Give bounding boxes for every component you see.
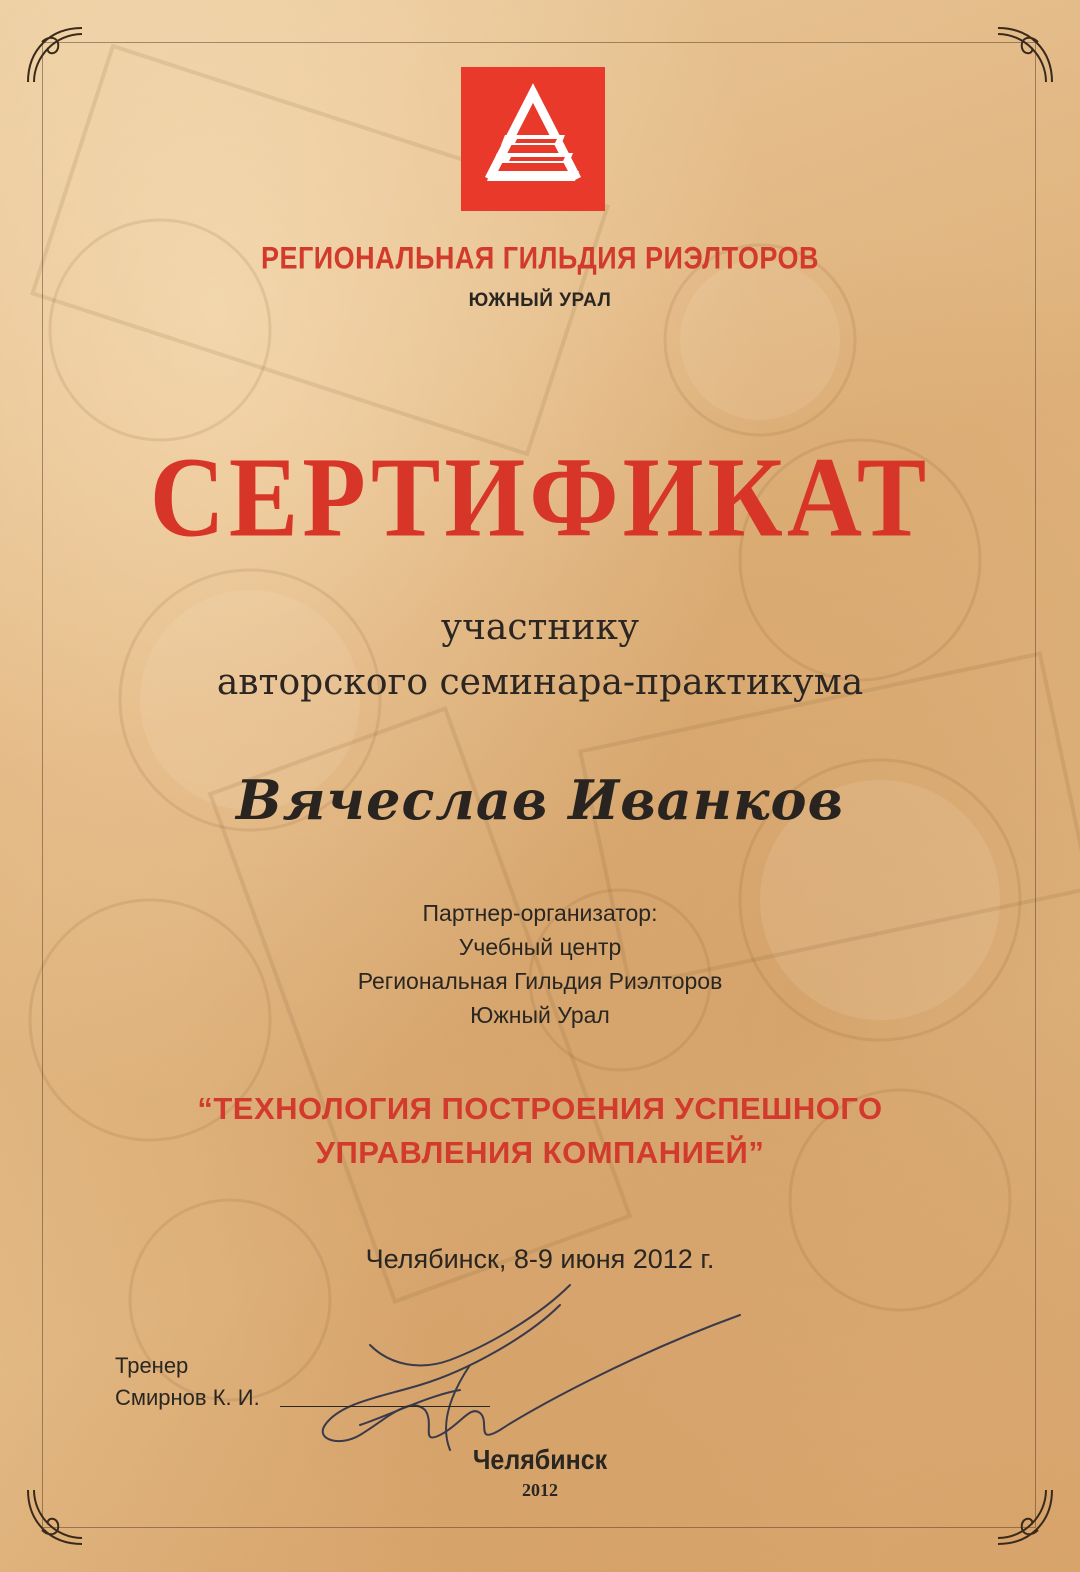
footer-city: Челябинск	[472, 1444, 608, 1476]
footer-year: 2012	[522, 1480, 558, 1500]
organization-region: ЮЖНЫЙ УРАЛ	[468, 290, 612, 311]
partner-line: Партнер-организатор:	[422, 900, 658, 926]
trainer-name: Смирнов К. И.	[115, 1385, 260, 1410]
partner-organizer	[0, 896, 1080, 1032]
partner-line: Учебный центр	[458, 934, 622, 960]
corner-ornament-icon	[990, 20, 1060, 90]
certificate-title: СЕРТИФИКАТ	[149, 434, 931, 561]
trainer-role: Тренер	[115, 1353, 189, 1378]
trainer-block	[115, 1350, 260, 1414]
signature-line	[280, 1406, 490, 1407]
trainer-signature	[300, 1275, 750, 1465]
organization-title: РЕГИОНАЛЬНАЯ ГИЛЬДИЯ РИЭЛТОРОВ	[260, 240, 820, 276]
partner-line: Региональная Гильдия Риэлторов	[357, 968, 723, 994]
rgr-logo-icon	[461, 67, 605, 211]
corner-ornament-icon	[20, 20, 90, 90]
program-title-line-2: УПРАВЛЕНИЯ КОМПАНИЕЙ”	[315, 1135, 765, 1170]
recipient-line-2: авторского семинара-практикума	[216, 662, 864, 703]
program-title	[0, 1087, 1080, 1175]
event-place-date: Челябинск, 8-9 июня 2012 г.	[365, 1244, 715, 1274]
partner-line: Южный Урал	[470, 1002, 610, 1028]
program-title-line-1: “ТЕХНОЛОГИЯ ПОСТРОЕНИЯ УСПЕШНОГО	[197, 1091, 883, 1126]
recipient-line-1: участнику	[440, 607, 640, 648]
recipient-name: Вячеслав Иванков	[235, 768, 845, 832]
